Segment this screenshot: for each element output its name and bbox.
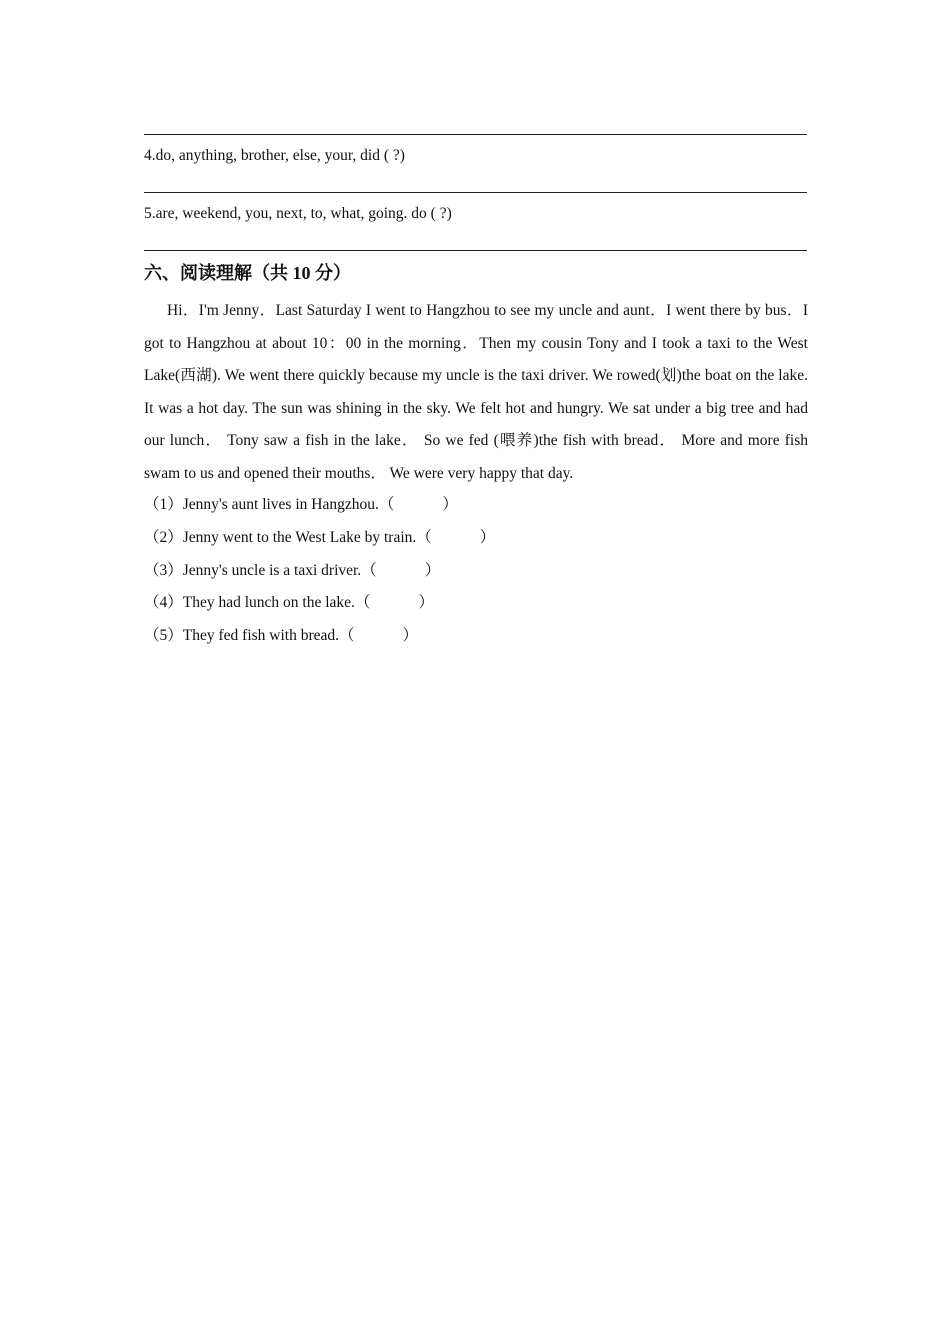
comprehension-item <box>144 561 440 581</box>
item-close-paren: ） <box>479 529 496 546</box>
item-close-paren: ） <box>418 594 434 611</box>
reading-passage: Hi．I'm Jenny．Last Saturday I went to Hangzhou to see my uncle and aunt．I went there by bus．I got to Hangzhou at about 10：00 in the morning．Then my cousin Tony and I took a taxi to the West Lake(西湖). We went there quickly because my uncle is the taxi driver. We rowed(划)the boat on the lake. It was a hot day. The sun was shining in the sky. We felt hot and hungry. We sat under a big tree and had our lunch． Tony saw a fish in the lake． So we fed (喂养)the fish with bread． More and more fish swam to us and opened their mouths． We were very happy that day. <box>144 302 808 482</box>
item-text: They fed fish with bread.（ <box>182 627 355 644</box>
section-heading: 六、阅读理解（共 10 分） <box>144 263 351 283</box>
answer-line <box>144 192 807 193</box>
item-close-paren: ） <box>424 562 441 579</box>
comprehension-item <box>144 593 434 613</box>
item-number: （1） <box>144 496 183 513</box>
question-4: 4.do, anything, brother, else, your, did ( ?) <box>144 147 405 164</box>
item-close-paren: ） <box>402 627 419 644</box>
item-number: （4） <box>144 594 183 611</box>
item-close-paren: ） <box>442 496 458 513</box>
item-text: Jenny's aunt lives in Hangzhou.（ <box>182 496 395 513</box>
item-number: （5） <box>144 627 183 644</box>
answer-line <box>144 250 807 251</box>
comprehension-item <box>144 495 458 515</box>
answer-line <box>144 134 807 135</box>
item-text: Jenny went to the West Lake by train.（ <box>182 529 432 546</box>
item-text: Jenny's uncle is a taxi driver.（ <box>182 562 377 579</box>
comprehension-item <box>144 626 418 646</box>
item-number: （3） <box>144 562 183 579</box>
item-text: They had lunch on the lake.（ <box>182 594 371 611</box>
comprehension-item <box>144 528 495 548</box>
item-number: （2） <box>144 529 183 546</box>
question-5: 5.are, weekend, you, next, to, what, going. do ( ?) <box>144 205 452 222</box>
